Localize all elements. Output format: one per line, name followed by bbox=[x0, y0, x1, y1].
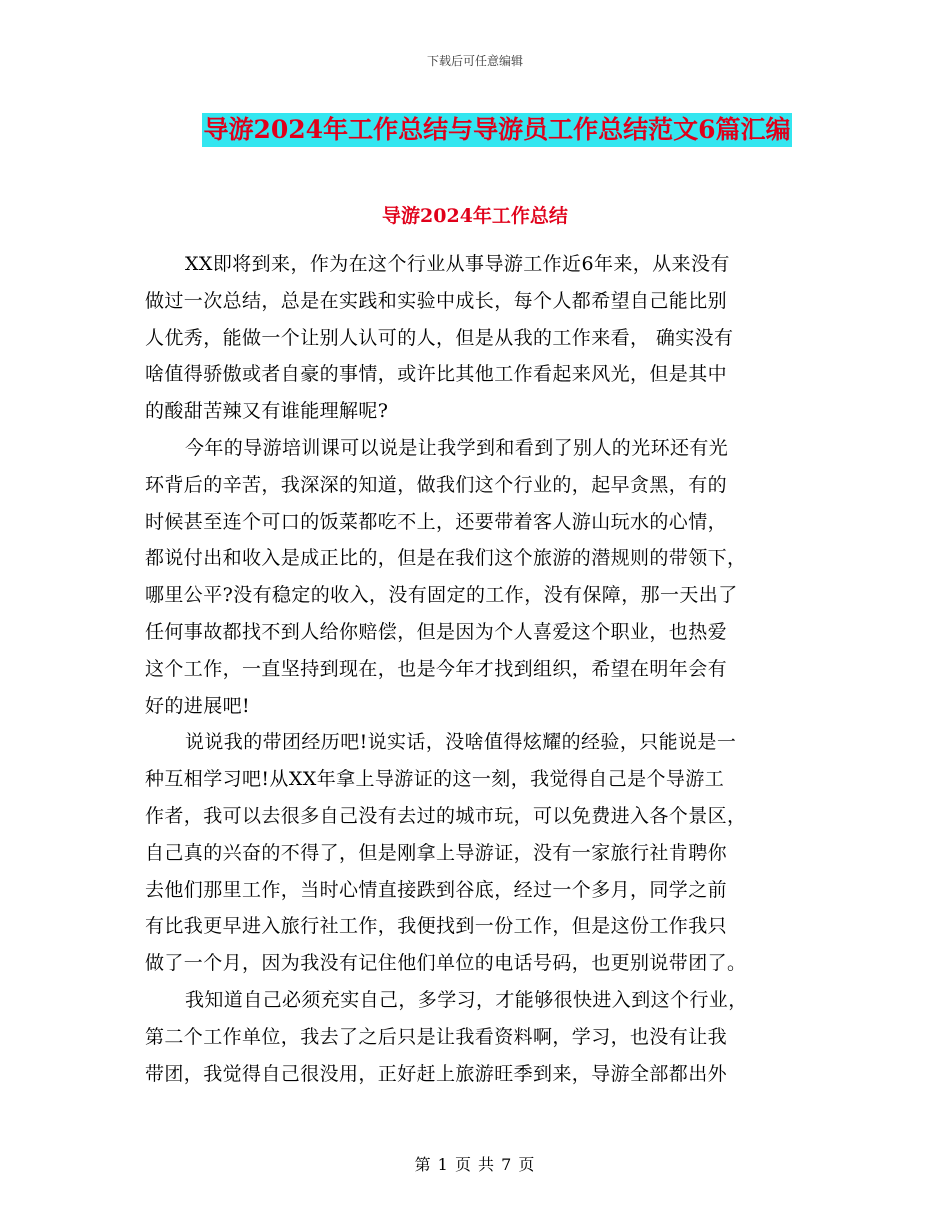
text-line: 说说我的带团经历吧!说实话，没啥值得炫耀的经验，只能说是一 bbox=[185, 731, 737, 754]
text-line: 去他们那里工作，当时心情直接跌到谷底，经过一个多月，同学之前 bbox=[145, 878, 728, 901]
text-line: 我知道自己必须充实自己，多学习，才能够很快进入到这个行业， bbox=[185, 988, 748, 1011]
paragraph bbox=[145, 982, 810, 1092]
text-line: 人优秀，能做一个让别人认可的人，但是从我的工作来看， 确实没有 bbox=[145, 326, 734, 349]
paragraph bbox=[145, 430, 810, 724]
text-line: 做过一次总结，总是在实践和实验中成长，每个人都希望自己能比别 bbox=[145, 289, 728, 312]
text-line: 啥值得骄傲或者自豪的事情，或许比其他工作看起来风光，但是其中 bbox=[145, 363, 728, 386]
text-line: 有比我更早进入旅行社工作，我便找到一份工作，但是这份工作我只 bbox=[145, 915, 728, 938]
paragraph bbox=[145, 246, 810, 430]
text-line: 自己真的兴奋的不得了，但是刚拿上导游证，没有一家旅行社肯聘你 bbox=[145, 841, 728, 864]
document-body bbox=[145, 246, 810, 1092]
paragraph bbox=[145, 724, 810, 982]
text-line: 环背后的辛苦，我深深的知道，做我们这个行业的，起早贪黑，有的 bbox=[145, 473, 728, 496]
text-line: 好的进展吧! bbox=[145, 694, 251, 717]
section-title: 导游2024年工作总结 bbox=[382, 205, 568, 227]
text-line: 的酸甜苦辣又有谁能理解呢? bbox=[145, 400, 389, 423]
text-line: 带团，我觉得自己很没用，正好赶上旅游旺季到来，导游全部都出外 bbox=[145, 1062, 728, 1085]
text-line: 做了一个月，因为我没有记住他们单位的电话号码，也更别说带团了。 bbox=[145, 952, 747, 975]
text-line: 这个工作，一直坚持到现在，也是今年才找到组织，希望在明年会有 bbox=[145, 657, 728, 680]
page-number-footer: 第 1 页 共 7 页 bbox=[414, 1155, 536, 1174]
document-title-container bbox=[0, 113, 950, 147]
text-line: 种互相学习吧!从XX年拿上导游证的这一刻，我觉得自己是个导游工 bbox=[145, 768, 725, 791]
text-line: 第二个工作单位，我去了之后只是让我看资料啊，学习，也没有让我 bbox=[145, 1025, 728, 1048]
text-line: 任何事故都找不到人给你赔偿，但是因为个人喜爱这个职业，也热爱 bbox=[145, 620, 728, 643]
text-line: XX即将到来，作为在这个行业从事导游工作近6年来，从来没有 bbox=[185, 253, 730, 275]
text-line: 时候甚至连个可口的饭菜都吃不上，还要带着客人游山玩水的心情， bbox=[145, 510, 728, 533]
text-line: 作者，我可以去很多自己没有去过的城市玩，可以免费进入各个景区， bbox=[145, 804, 747, 827]
text-line: 今年的导游培训课可以说是让我学到和看到了别人的光环还有光 bbox=[185, 436, 729, 459]
page-header-note: 下载后可任意编辑 bbox=[426, 54, 523, 68]
text-line: 都说付出和收入是成正比的，但是在我们这个旅游的潜规则的带领下， bbox=[145, 547, 747, 570]
text-line: 哪里公平?没有稳定的收入，没有固定的工作，没有保障，那一天出了 bbox=[145, 584, 738, 607]
document-title: 导游2024年工作总结与导游员工作总结范文6篇汇编 bbox=[202, 113, 793, 147]
